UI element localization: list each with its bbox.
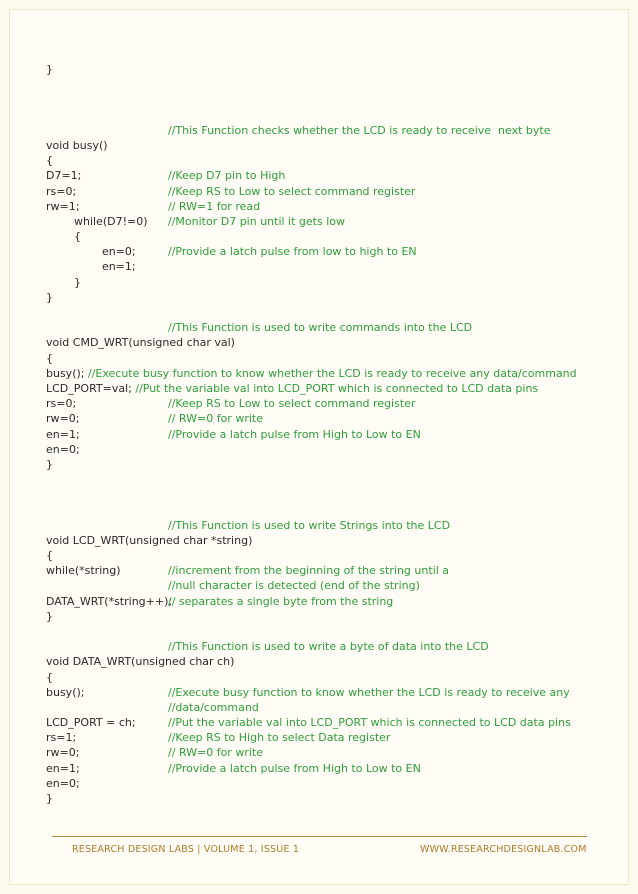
code-comment: //This Function is used to write commands into the LCD: [168, 321, 473, 335]
code-text: }: [46, 63, 53, 76]
code-text: en=1;: [46, 427, 80, 441]
code-text: }: [46, 609, 53, 623]
code-text: {: [46, 154, 53, 168]
code-text: void CMD_WRT(unsigned char val): [46, 336, 235, 350]
code-line: [46, 184, 606, 199]
code-text: LCD_PORT = ch;: [46, 716, 136, 730]
code-line: [46, 472, 606, 487]
code-line: [46, 411, 606, 426]
code-line: [46, 199, 606, 214]
code-line: [46, 776, 606, 791]
code-comment: //Keep D7 pin to High: [168, 169, 286, 183]
code-comment: //This Function is used to write Strings into the LCD: [168, 518, 451, 532]
code-text: void DATA_WRT(unsigned char ch): [46, 655, 235, 669]
code-line: [46, 685, 606, 700]
code-text: en=1;: [46, 761, 80, 775]
code-line: [46, 670, 606, 685]
code-comment: //Execute busy function to know whether the LCD is ready to receive any data/command: [87, 366, 577, 380]
code-text: {: [46, 670, 53, 684]
code-comment: //Keep RS to High to select Data register: [168, 731, 391, 745]
code-text: D7=1;: [46, 169, 82, 183]
code-text: void LCD_WRT(unsigned char *string): [46, 533, 253, 547]
code-line: [46, 563, 606, 578]
code-text: rs=0;: [46, 397, 77, 411]
code-line: [46, 138, 606, 153]
code-text: busy();: [46, 366, 85, 380]
code-line: [46, 244, 606, 259]
code-comment: // RW=1 for read: [168, 199, 261, 213]
code-line: [46, 366, 606, 381]
code-text: while(*string): [46, 564, 121, 578]
code-line: [46, 609, 606, 624]
footer-rule: [52, 836, 587, 837]
footer-publication: RESEARCH DESIGN LABS | VOLUME 1, ISSUE 1: [72, 844, 300, 855]
code-line: [46, 62, 606, 77]
code-comment: //This Function is used to write a byte of data into the LCD: [168, 640, 489, 654]
code-text: {: [46, 351, 53, 365]
code-text: LCD_PORT=val;: [46, 381, 132, 395]
code-text: en=1;: [46, 260, 136, 274]
code-comment: //Provide a latch pulse from High to Low to EN: [168, 427, 421, 441]
code-comment: // RW=0 for write: [168, 746, 263, 760]
code-text: rw=0;: [46, 412, 80, 426]
code-text: void busy(): [46, 138, 108, 152]
code-line: [46, 639, 606, 654]
code-line: [46, 791, 606, 806]
code-comment: //Put the variable val into LCD_PORT which is connected to LCD data pins: [168, 716, 571, 730]
code-line: [46, 381, 606, 396]
code-line: [46, 320, 606, 335]
code-comment: //data/command: [168, 700, 259, 714]
code-comment: //Execute busy function to know whether the LCD is ready to receive any: [168, 685, 570, 699]
code-text: }: [46, 792, 53, 805]
code-line: [46, 594, 606, 609]
code-line: [46, 502, 606, 517]
code-text: while(D7!=0): [46, 214, 148, 228]
code-line: [46, 548, 606, 563]
code-line: [46, 427, 606, 442]
code-text: rs=0;: [46, 184, 77, 198]
code-text: }: [46, 457, 53, 471]
code-comment: // separates a single byte from the string: [168, 594, 394, 608]
code-comment: //Keep RS to Low to select command register: [168, 397, 416, 411]
code-block: [46, 62, 606, 806]
code-text: }: [46, 290, 53, 304]
code-text: rs=1;: [46, 731, 77, 745]
code-line: [46, 518, 606, 533]
code-line: [46, 654, 606, 669]
code-line: [46, 305, 606, 320]
code-line: [46, 487, 606, 502]
code-comment: // RW=0 for write: [168, 412, 263, 426]
code-line: [46, 351, 606, 366]
code-comment: //This Function checks whether the LCD is ready to receive next byte: [168, 123, 551, 137]
code-text: en=0;: [46, 442, 80, 456]
code-text: rw=1;: [46, 199, 80, 213]
code-line: [46, 123, 606, 138]
code-text: rw=0;: [46, 746, 80, 760]
code-text: {: [46, 230, 81, 244]
code-text: {: [46, 549, 53, 562]
code-line: [46, 745, 606, 760]
code-line: [46, 259, 606, 274]
code-line: [46, 168, 606, 183]
code-comment: //Provide a latch pulse from low to high to EN: [168, 245, 417, 259]
code-line: [46, 457, 606, 472]
code-comment: //Monitor D7 pin until it gets low: [168, 214, 345, 228]
code-comment: //null character is detected (end of the string): [168, 579, 420, 593]
code-comment: //Keep RS to Low to select command register: [168, 184, 416, 198]
code-line: [46, 700, 606, 715]
code-text: en=0;: [46, 245, 136, 259]
code-line: [46, 533, 606, 548]
code-line: [46, 715, 606, 730]
code-comment: //Provide a latch pulse from High to Low to EN: [168, 761, 421, 775]
code-line: [46, 396, 606, 411]
code-line: [46, 92, 606, 107]
code-text: DATA_WRT(*string++);: [46, 594, 173, 608]
code-line: [46, 624, 606, 639]
code-line: [46, 335, 606, 350]
code-line: [46, 229, 606, 244]
code-line: [46, 108, 606, 123]
code-line: [46, 761, 606, 776]
code-line: [46, 77, 606, 92]
code-line: [46, 730, 606, 745]
footer-website: WWW.RESEARCHDESIGNLAB.COM: [420, 844, 587, 855]
code-line: [46, 442, 606, 457]
code-comment: //Put the variable val into LCD_PORT which is connected to LCD data pins: [135, 381, 539, 395]
code-line: [46, 578, 606, 593]
code-line: [46, 275, 606, 290]
code-line: [46, 153, 606, 168]
code-text: }: [46, 275, 81, 289]
code-line: [46, 290, 606, 305]
code-line: [46, 214, 606, 229]
code-text: en=0;: [46, 776, 80, 790]
code-text: busy();: [46, 685, 85, 699]
code-comment: //increment from the beginning of the string until a: [168, 564, 450, 578]
